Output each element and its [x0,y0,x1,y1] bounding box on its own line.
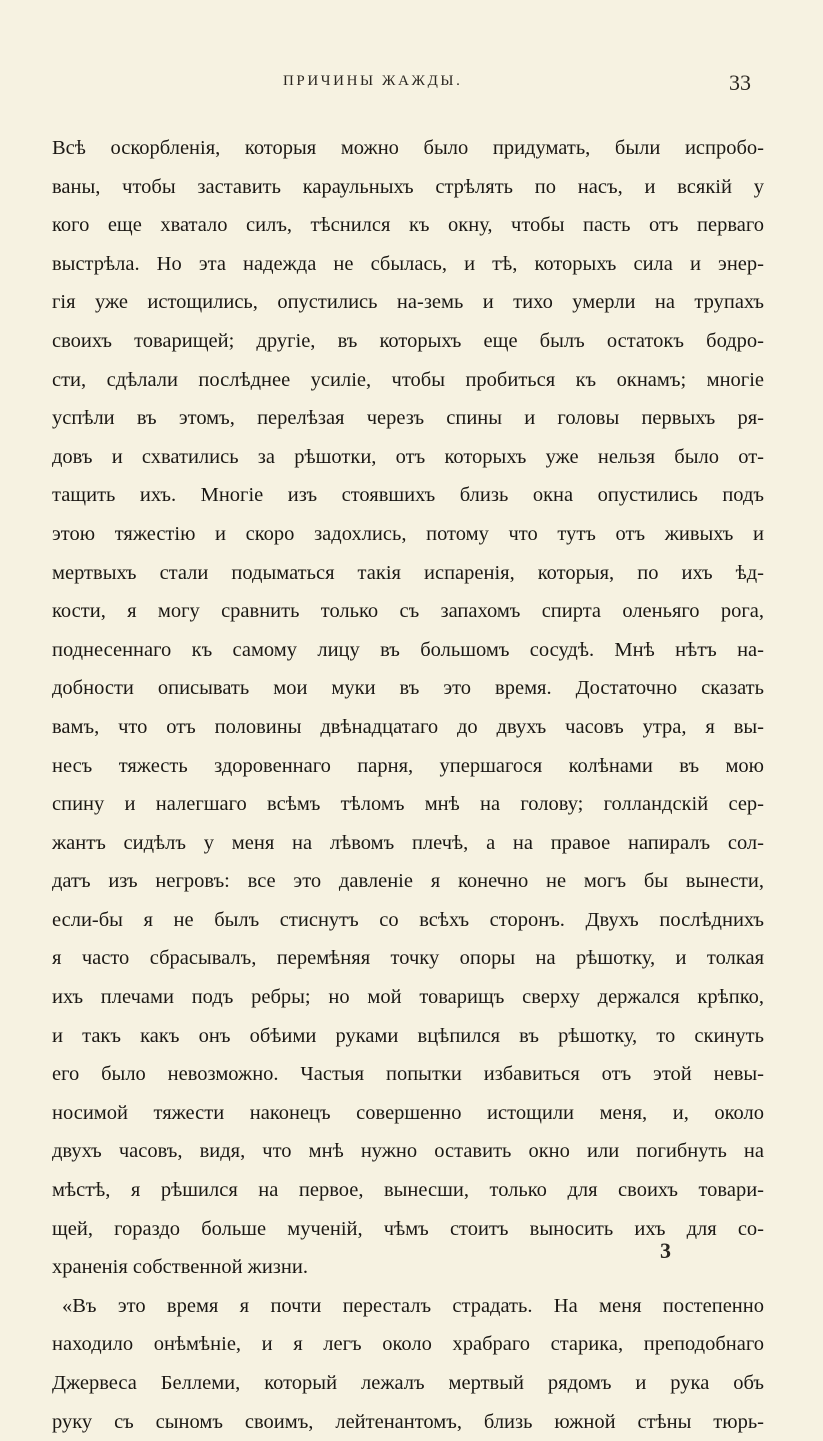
text-line: поднесеннаго къ самому лицу въ большомъ сосудѣ. Мнѣ нѣтъ на- [52,638,764,661]
text-line: тащить ихъ. Многіе изъ стоявшихъ близь окна опустились подъ [52,484,764,507]
text-line: успѣли въ этомъ, перелѣзая черезъ спины и головы первыхъ ря- [52,407,764,430]
text-line: выстрѣла. Но эта надежда не сбылась, и тѣ, которыхъ сила и энер- [52,252,764,275]
text-line: ваны, чтобы заставить караульныхъ стрѣлять по насъ, и всякій у [52,175,764,198]
text-line: носимой тяжести наконецъ совершенно истощили меня, и, около [52,1101,764,1124]
text-line: Джервеса Беллеми, который лежалъ мертвый рядомъ и рука объ [52,1372,764,1394]
text-line: довъ и схватились за рѣшотки, отъ которыхъ уже нельзя было от- [52,445,764,468]
text-line: вамъ, что отъ половины двѣнадцатаго до двухъ часовъ утра, я вы- [52,715,764,738]
text-line: жантъ сидѣлъ у меня на лѣвомъ плечѣ, а на правое напиралъ сол- [52,831,764,854]
text-line: если-бы я не былъ стиснутъ со всѣхъ сторонъ. Двухъ послѣднихъ [52,908,764,931]
running-title: ПРИЧИНЫ ЖАЖДЫ. [283,73,463,89]
text-line: мѣстѣ, я рѣшился на первое, вынесши, только для своихъ товари- [52,1179,764,1202]
text-line: щей, гораздо больше мученій, чѣмъ стоитъ выносить ихъ для со- [52,1217,764,1240]
text-line: своихъ товарищей; другіе, въ которыхъ еще былъ остатокъ бодро- [52,329,764,352]
text-line: ихъ плечами подъ ребры; но мой товарищъ сверху держался крѣпко, [52,986,764,1009]
text-line: датъ изъ негровъ: все это давленіе я конечно не могъ бы вынести, [52,870,764,893]
body-text [52,129,764,1441]
text-line: гія уже истощились, опустились на-земь и тихо умерли на трупахъ [52,291,764,314]
text-line: кого еще хватало силъ, тѣснился къ окну, чтобы пасть отъ перваго [52,214,764,237]
text-line: мертвыхъ стали подыматься такія испаренія, которыя, по ихъ ѣд- [52,561,764,584]
text-line: кости, я могу сравнить только съ запахомъ спирта оленьяго рога, [52,600,764,623]
signature-mark: 3 [660,1238,671,1263]
text-line: несъ тяжесть здоровеннаго парня, упершагося колѣнами въ мою [52,754,764,777]
text-line: этою тяжестію и скоро задохлись, потому что тутъ отъ живыхъ и [52,522,764,545]
text-line: и такъ какъ онъ обѣими руками вцѣпился въ рѣшотку, то скинуть [52,1024,764,1047]
text-line: двухъ часовъ, видя, что мнѣ нужно оставить окно или погибнуть на [52,1140,764,1163]
text-line: руку съ сыномъ своимъ, лейтенантомъ, близь южной стѣны тюрь- [52,1410,764,1433]
text-line: сти, сдѣлали послѣднее усиліе, чтобы пробиться къ окнамъ; многіе [52,368,764,391]
text-line: добности описывать мои муки въ это время. Достаточно сказать [52,677,764,700]
text-line-paragraph-end: храненія собственной жизни. [52,1256,308,1279]
text-line: я часто сбрасывалъ, перемѣняя точку опоры на рѣшотку, и толкая [52,947,764,970]
text-line: его было невозможно. Частыя попытки избавиться отъ этой невы- [52,1063,764,1086]
text-line: спину и налегшаго всѣмъ тѣломъ мнѣ на голову; голландскій сер- [52,793,764,816]
text-line-paragraph-start: «Въ это время я почти пересталъ страдать. На меня постепенно [62,1294,764,1317]
text-line: находило онѣмѣніе, и я легъ около храбраго старика, преподобнаго [52,1333,764,1356]
page-number: 33 [729,70,751,95]
text-line: Всѣ оскорбленія, которыя можно было придумать, были испробо- [52,137,764,159]
